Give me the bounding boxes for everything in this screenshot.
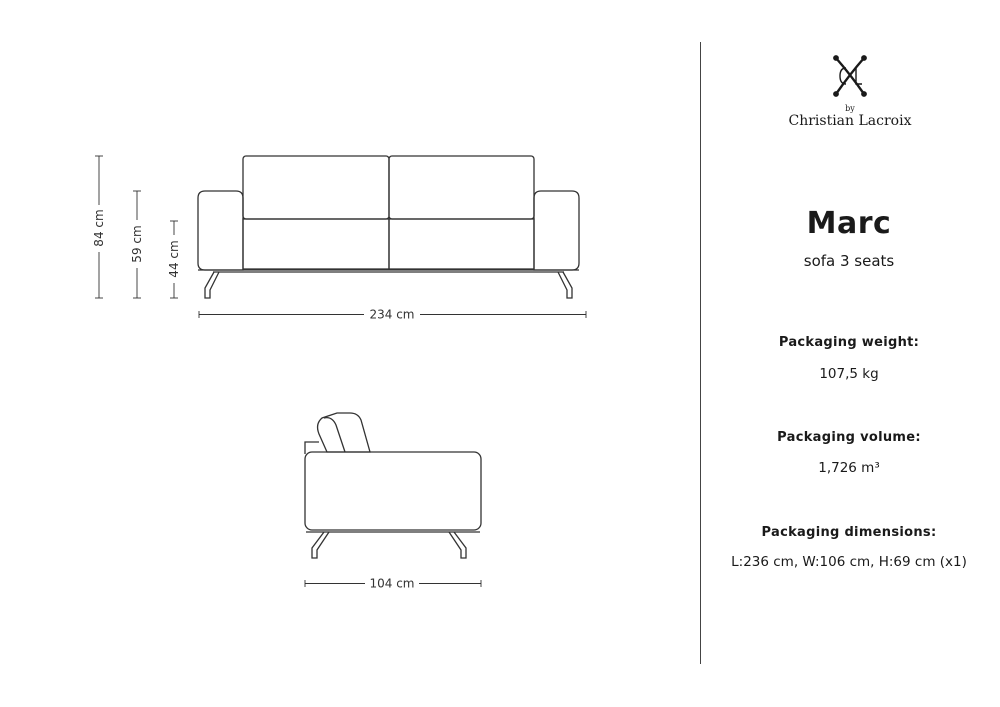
spec-value-volume: 1,726 m³: [818, 460, 880, 476]
dim-width-label: 234 cm: [369, 307, 415, 322]
side-leg-front: [449, 532, 466, 558]
spec-label-dimensions: Packaging dimensions:: [761, 525, 937, 540]
dim-depth-label: 104 cm: [369, 576, 415, 591]
seat-cushion-left: [243, 219, 389, 269]
back-cushion-right: [389, 156, 534, 219]
brand-name: Christian Lacroix: [788, 113, 912, 129]
side-body: [305, 452, 481, 530]
dim-total-height-label: 84 cm: [92, 209, 106, 247]
back-cushion-left: [243, 156, 389, 219]
leg-front-right: [558, 272, 572, 298]
product-subtitle: sofa 3 seats: [803, 252, 895, 270]
sofa-side-view: [305, 413, 481, 558]
dim-back-height-label: 59 cm: [130, 225, 144, 263]
product-name: Marc: [806, 206, 892, 241]
brand-by: by: [845, 104, 855, 113]
spec-label-weight: Packaging weight:: [778, 335, 920, 350]
brand-logo: [780, 52, 920, 129]
side-back-cushion: [318, 413, 370, 452]
spec-value-dimensions: L:236 cm, W:106 cm, H:69 cm (x1): [731, 554, 967, 570]
spec-label-volume: Packaging volume:: [777, 430, 921, 445]
side-leg-back: [312, 532, 329, 558]
spec-value-weight: 107,5 kg: [819, 366, 879, 382]
armrest-left: [198, 191, 243, 270]
vertical-divider: [700, 42, 701, 664]
side-back-cushion-seam: [324, 418, 345, 452]
seat-cushion-right: [389, 219, 534, 269]
dim-seat-height-label: 44 cm: [167, 240, 181, 278]
cxl-monogram-icon: [826, 52, 874, 100]
sofa-front-view: [198, 156, 579, 298]
armrest-right: [534, 191, 579, 270]
dimension-lines: [95, 156, 586, 587]
leg-front-left: [205, 272, 219, 298]
